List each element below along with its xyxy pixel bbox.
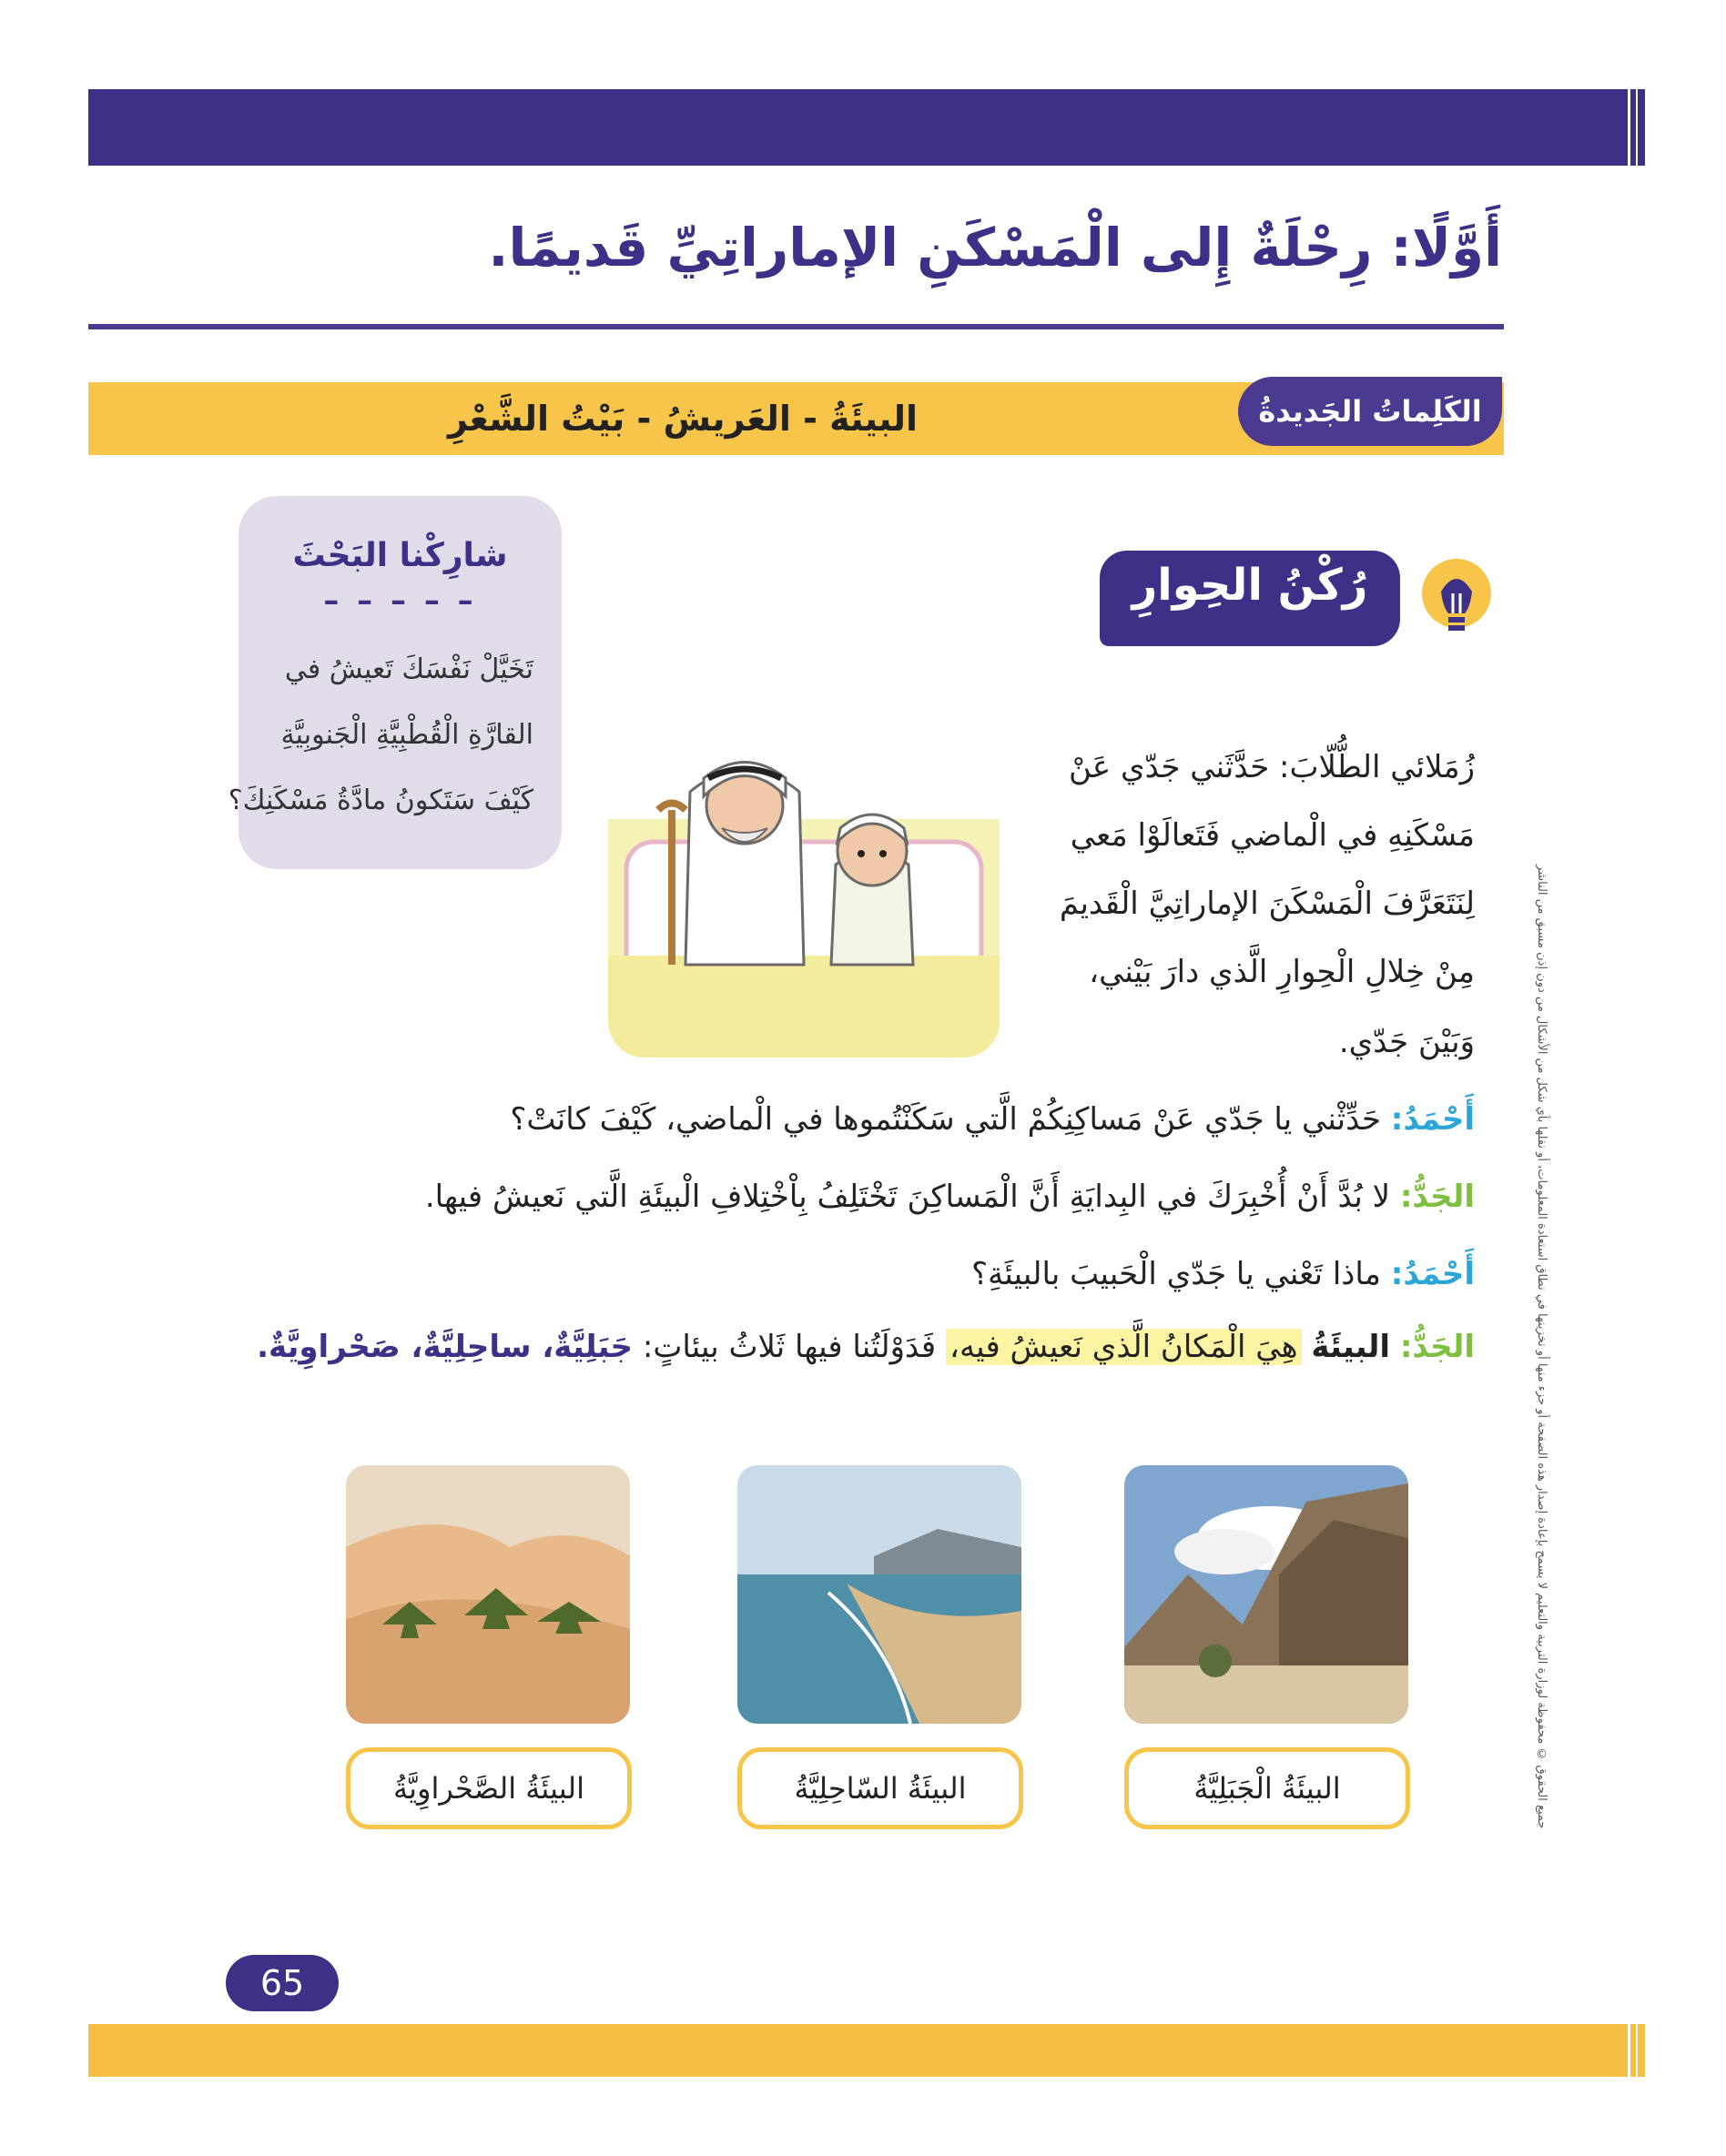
top-banner-stripe	[1636, 89, 1638, 166]
top-banner-stripe	[1628, 89, 1630, 166]
research-line: كَيْفَ سَتَكونُ مادَّةُ مَسْكَنِكَ؟	[228, 784, 533, 816]
title-underline	[88, 324, 1504, 329]
definition-highlight: هِيَ الْمَكانُ الَّذي نَعيشُ فيه،	[946, 1329, 1302, 1365]
desert-environment-label: البيئَةُ الصَّحْراوِيَّةُ	[346, 1747, 632, 1829]
intro-paragraph-line: لِنَتَعَرَّفَ الْمَسْكَنَ الإماراتِيَّ الْقَديمَ	[1059, 886, 1475, 922]
page-title: أَوَّلًا: رِحْلَةٌ إِلى الْمَسْكَنِ الإماراتِيِّ قَديمًا.	[488, 217, 1502, 278]
environment-types: جَبَلِيَّةٌ، ساحِلِيَّةٌ، صَحْراوِيَّةٌ.	[257, 1329, 634, 1365]
mountain-photo	[1124, 1465, 1408, 1724]
vocab-words: البيئَةُ - العَريشُ - بَيْتُ الشَّعْرِ	[448, 399, 918, 439]
bottom-banner-stripe	[1628, 2024, 1630, 2077]
research-line: القارَّةِ الْقُطْبِيَّةِ الْجَنوبِيَّةِ	[280, 719, 533, 751]
speaker-grandfather: الجَدُّ:	[1399, 1179, 1475, 1215]
bottom-banner-stripe	[1636, 2024, 1638, 2077]
research-line: تَخَيَّلْ نَفْسَكَ تَعيشُ في	[284, 653, 533, 685]
dialogue-line	[200, 1329, 1475, 1365]
vocab-tab-label: الكَلِماتُ الجَديدةُ	[1238, 377, 1502, 446]
dialogue-line	[200, 1179, 1475, 1215]
bottom-banner	[88, 2024, 1645, 2077]
grandfather-child-illustration	[608, 683, 1000, 1058]
copyright-note: جميع الحقوق © محفوظة لوزارة التربية والتعليم لا يسمح بإعادة إصدار هذه الصفحة أو جزء منها أو تخزينها في نطاق استعادة المعلومات، أو نقلها بأي شكل من الأشكال من دون إذن مسبق من الناشر	[1535, 865, 1548, 1829]
dialogue-text: لا بُدَّ أَنْ أُخْبِرَكَ في البِدايَةِ أَنَّ الْمَساكِنَ تَخْتَلِفُ بِاْخْتِلافِ الْبيئَةِ الَّتي نَعيشُ فيها.	[424, 1179, 1391, 1215]
speaker-grandfather: الجَدُّ:	[1399, 1329, 1475, 1365]
research-dashes: – – – – –	[323, 582, 477, 619]
dialogue-text: حَدِّثْني يا جَدّي عَنْ مَساكِنِكُمْ الَّتي سَكَنْتُموها في الْماضي، كَيْفَ كانَتْ؟	[510, 1101, 1381, 1138]
intro-paragraph-line: وَبَيْنَ جَدّي.	[1338, 1024, 1475, 1060]
speaker-ahmad: أَحْمَدُ:	[1390, 1256, 1475, 1292]
intro-paragraph-line: زُمَلائي الطُّلّابَ: حَدَّثَني جَدّي عَنْ	[1069, 749, 1475, 785]
intro-paragraph-line: مَسْكَنِهِ في الْماضي فَتَعالَوْا مَعي	[1070, 817, 1475, 854]
dialogue-corner-label: رُكْنُ الحِوارِ	[1132, 560, 1368, 611]
page-number: 65	[226, 1955, 339, 2011]
environment-term: البيئَةُ	[1311, 1329, 1391, 1365]
coastal-environment-label: البيئَةُ السّاحِلِيَّةُ	[737, 1747, 1023, 1829]
dialogue-text: ماذا تَعْني يا جَدّي الْحَبيبَ بالبيئَةِ؟	[971, 1256, 1381, 1292]
intro-paragraph-line: مِنْ خِلالِ الْحِوارِ الَّذي دارَ بَيْني،	[1089, 954, 1475, 990]
coastal-photo	[737, 1465, 1021, 1724]
lightbulb-icon	[1416, 557, 1498, 648]
dialogue-text: فَدَوْلَتُنا فيها ثَلاثُ بيئاتٍ:	[642, 1329, 937, 1365]
research-title: شارِكْنا البَحْثَ	[292, 537, 508, 574]
dialogue-line	[200, 1256, 1475, 1292]
mountain-environment-label: البيئَةُ الْجَبَلِيَّةُ	[1124, 1747, 1410, 1829]
top-banner	[88, 89, 1645, 166]
dialogue-line	[200, 1101, 1475, 1138]
desert-photo	[346, 1465, 630, 1724]
speaker-ahmad: أَحْمَدُ:	[1390, 1101, 1475, 1138]
